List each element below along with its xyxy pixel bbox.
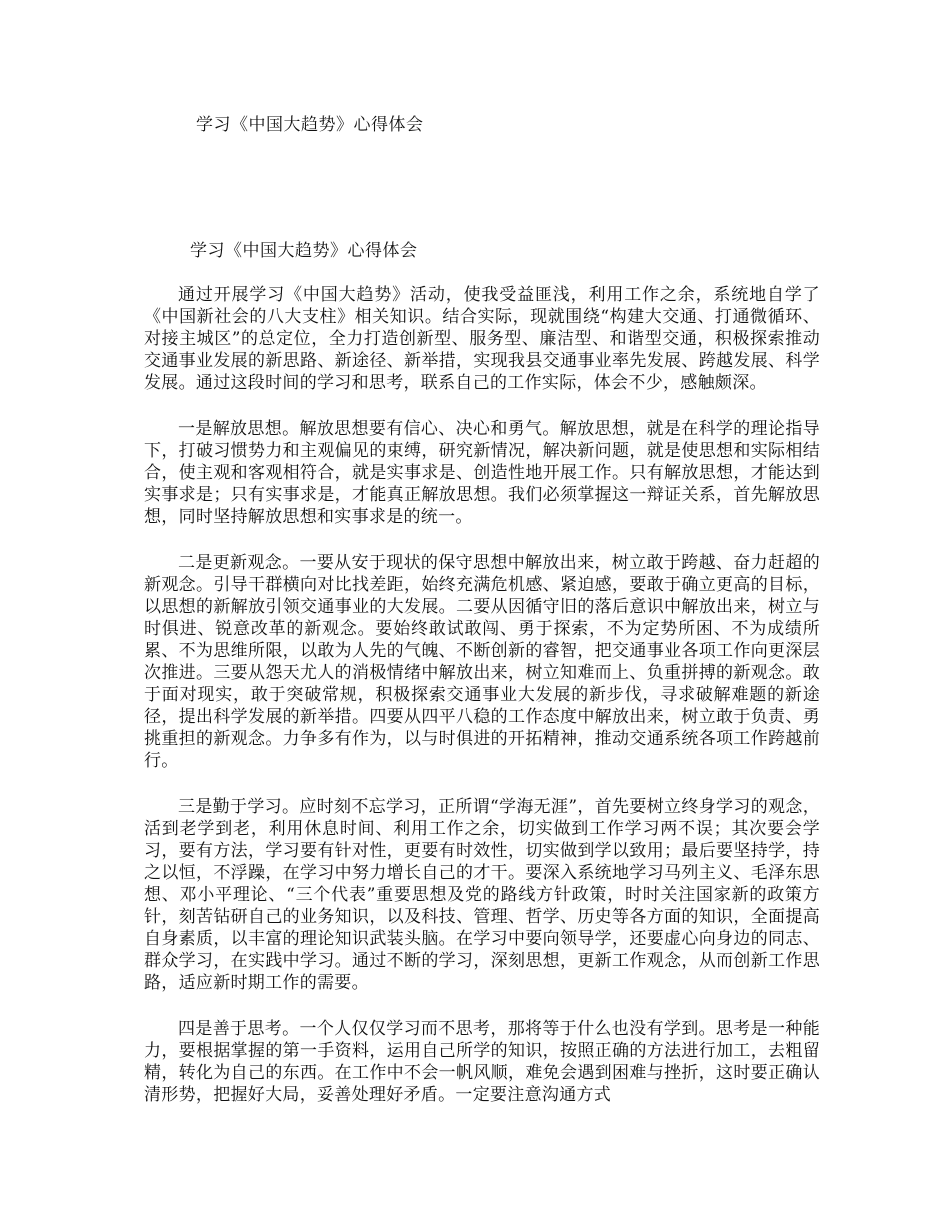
paragraph-emancipate-mind: 一是解放思想。解放思想要有信心、决心和勇气。解放思想，就是在科学的理论指导下，打破习惯势力和主观偏见的束缚，研究新情况，解决新问题，就是使思想和实际相结合，使主观和客观相符合，就是实事求是、创造性地开展工作。只有解放思想，才能达到实事求是；只有实事求是，才能真正解放思想。我们必须掌握这一辩证关系，首先解放思想，同时坚持解放思想和实事求是的统一。 xyxy=(144,419,820,527)
paragraph-update-concepts: 二是更新观念。一要从安于现状的保守思想中解放出来，树立敢于跨越、奋力赶超的新观念。引导干群横向对比找差距，始终充满危机感、紧迫感，要敢于确立更高的目标，以思想的新解放引领交通事业的大发展。二要从因循守旧的落后意识中解放出来，树立与时俱进、锐意改革的新观念。要始终敢试敢闯、勇于探索，不为定势所困、不为成绩所累、不为思维所限，以敢为人先的气魄、不断创新的睿智，把交通事业各项工作向更深层次推进。三要从怨天尤人的消极情绪中解放出来，树立知难而上、负重拼搏的新观念。敢于面对现实，敢于突破常规，积极探索交通事业大发展的新步伐，寻求破解难题的新途径，提出科学发展的新举措。四要从四平八稳的工作态度中解放出来，树立敢于负责、勇挑重担的新观念。力争多有作为，以与时俱进的开拓精神，推动交通系统各项工作跨越前行。 xyxy=(144,553,820,771)
document-title: 学习《中国大趋势》心得体会 xyxy=(190,241,418,261)
document-body xyxy=(144,284,820,1130)
header-title: 学习《中国大趋势》心得体会 xyxy=(196,115,424,135)
paragraph-diligent-study: 三是勤于学习。应时刻不忘学习，正所谓“学海无涯”，首先要树立终身学习的观念，活到老学到老，利用休息时间、利用工作之余，切实做到工作学习两不误；其次要会学习，要有方法，学习要有针对性，更要有时效性，切实做到学以致用；最后要坚持学，持之以恒，不浮躁，在学习中努力增长自己的才干。要深入系统地学习马列主义、毛泽东思想、邓小平理论、“三个代表”重要思想及党的路线方针政策，时时关注国家新的政策方针，刻苦钻研自己的业务知识，以及科技、管理、哲学、历史等各方面的知识，全面提高自身素质，以丰富的理论知识武装头脑。在学习中要向领导学，还要虚心向身边的同志、群众学习，在实践中学习。通过不断的学习，深刻思想，更新工作观念，从而创新工作思路，适应新时期工作的需要。 xyxy=(144,797,820,993)
paragraph-intro: 通过开展学习《中国大趋势》活动，使我受益匪浅，利用工作之余，系统地自学了《中国新社会的八大支柱》相关知识。结合实际，现就围绕“构建大交通、打通微循环、对接主城区”的总定位，全力打造创新型、服务型、廉洁型、和谐型交通，积极探索推动交通事业发展的新思路、新途径、新举措，实现我县交通事业率先发展、跨越发展、科学发展。通过这段时间的学习和思考，联系自己的工作实际，体会不少，感触颇深。 xyxy=(144,285,820,393)
paragraph-good-at-thinking: 四是善于思考。一个人仅仅学习而不思考，那将等于什么也没有学到。思考是一种能力，要根据掌握的第一手资料，运用自己所学的知识，按照正确的方法进行加工，去粗留精，转化为自己的东西。在工作中不会一帆风顺，难免会遇到困难与挫折，这时要正确认清形势，把握好大局，妥善处理好矛盾。一定要注意沟通方式 xyxy=(144,1019,820,1105)
